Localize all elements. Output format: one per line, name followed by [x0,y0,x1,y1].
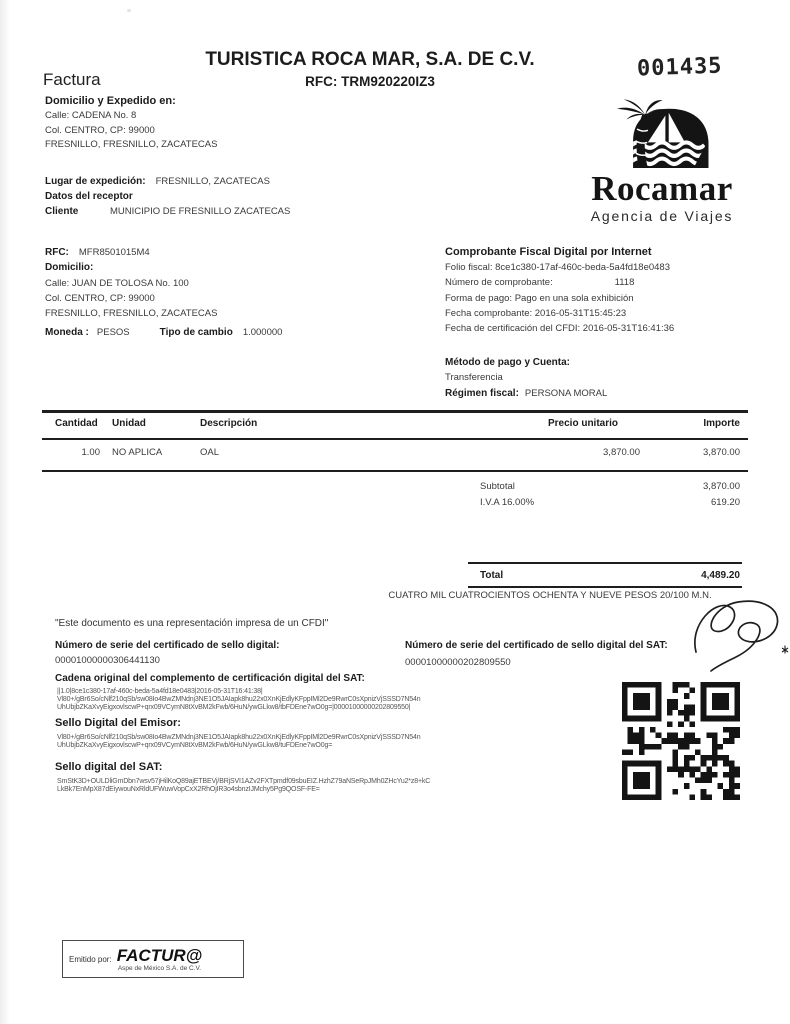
forma-pago: Forma de pago: Pago en una sola exhibición [445,292,634,304]
serie-sat-label: Número de serie del certificado de sello digital del SAT: [405,640,668,651]
rocamar-tagline: Agencia de Viajes [590,208,734,224]
col-header-precio: Precio unitario [547,418,618,429]
fecha-certificacion: Fecha de certificación del CFDI: 2016-05-31T16:41:36 [445,323,675,335]
sello-emisor-label: Sello Digital del Emisor: [55,717,181,729]
total-top-rule [468,562,742,564]
tipo-cambio-label: Tipo de cambio [159,327,233,338]
cell-precio: 3,870.00 [603,447,640,458]
scan-artifact [127,9,131,12]
lugar-expedicion-label: Lugar de expedición: [45,176,146,187]
cfdi-block [445,246,785,336]
company-title: TURISTICA ROCA MAR, S.A. DE C.V. [205,49,535,70]
rocamar-logo [572,98,752,224]
cadena-original-text: ||1.0|8ce1c380-17af-460c-beda-5a4fd18e0483|2016-05-31T16:41:38| Vl80+/gBr6So/cNlf210qSb/sw08Io4BwZMNdnj3NE1O5JAIapk8hu22x0XnKjEdlyKFppIMl2De9RwrC0sXpnizVjSSSD7N54n UhUbjbZKaXvyEigxovlscwP+qrx09VCymN8tXvBM2kFwb/6HuN/ywGLkw8/tbFDEne7wO0g=|00001000000202809550| [57,688,421,711]
serie-emisor-value: 00001000000306441130 [55,655,160,666]
metodo-pago-block [445,355,607,401]
iva-value: 619.20 [710,497,740,508]
col-header-importe: Importe [703,418,740,429]
tipo-cambio-value: 1.000000 [242,327,283,338]
metodo-pago-title: Método de pago y Cuenta: [445,357,570,368]
moneda-value: PESOS [96,327,130,338]
datos-receptor-title: Datos del receptor [45,191,133,202]
table-bottom-rule [42,470,748,472]
sello-sat-label: Sello digital del SAT: [55,761,163,773]
metodo-pago-value: Transferencia [445,372,503,384]
cfdi-title: Comprobante Fiscal Digital por Internet [445,246,652,258]
table-header-rule [42,438,748,440]
sello-emisor-text: Vl80+/gBr6So/cNlf210qSb/sw08Io4BwZMNdnj3NE1O5JAIapk8hu22x0XnKjEdlyKFppIMl2De9RwrC0sXpnizVjSSSD7N54n UhUbjbZKaXvyEigxovlscwP+qrx09VCymN8tXvBM2kFwb/6HuN/ywGLkw8/tuFDEne7wO0g= [57,734,421,749]
cliente-value: MUNICIPIO DE FRESNILLO ZACATECAS [110,206,291,217]
receptor-head-block [45,176,290,217]
sello-sat-text: SmStK3D+OULDliGmDbn7wsv57jHilKoQ89ajETBEVj/BRjSVI1AZv2FXTpmdf09sbuEIZ.HzhZ79aNSeRpJMh0ZHcYu2*z8+kC LkBk7EnMpX87dEiywouNxRldUFWuwVopCxX2RhOjIR3o4sbnzIJMchy5Pg9QOSF-FE= [57,778,431,793]
rocamar-wordmark: Rocamar [591,169,733,208]
receptor-domicilio-label: Domicilio: [45,262,94,274]
currency-row [45,327,282,338]
company-rfc: RFC: TRM920220IZ3 [305,74,435,89]
total-bottom-rule [468,586,742,588]
regimen-label: Régimen fiscal: [445,387,519,399]
sat-qr-code [622,682,740,800]
signature-icon [686,592,790,679]
serie-emisor-label: Número de serie del certificado de sello digital: [55,640,280,651]
fecha-comprobante: Fecha comprobante: 2016-05-31T15:45:23 [445,307,627,319]
iva-label: I.V.A 16.00% [480,497,535,508]
folio-number: 001435 [636,53,723,82]
cliente-label: Cliente [45,206,79,217]
cfdi-notice: "Este documento es una representación impresa de un CFDI" [55,618,329,629]
table-top-rule [42,410,748,413]
cell-cantidad: 1.00 [81,447,100,458]
emitido-por-label: Emitido por: [69,954,112,964]
amount-in-words: CUATRO MIL CUATROCIENTOS OCHENTA Y NUEVE PESOS 20/100 M.N. [388,590,712,601]
emitter-stamp [62,940,244,978]
emisor-ciudad: FRESNILLO, FRESNILLO, ZACATECAS [45,139,218,150]
doc-type-title: Factura [43,70,101,89]
cadena-original-label: Cadena original del complemento de certificación digital del SAT: [55,673,365,684]
subtotal-value: 3,870.00 [703,481,740,492]
col-header-unidad: Unidad [112,418,146,429]
emisor-calle: Calle: CADENA No. 8 [45,110,137,121]
factur-logo: FACTUR@ [116,946,203,965]
subtotal-label: Subtotal [480,481,515,492]
regimen-value: PERSONA MORAL [524,387,608,399]
receptor-address-block [45,245,217,321]
receptor-rfc-label: RFC: [45,247,69,258]
receptor-ciudad: FRESNILLO, FRESNILLO, ZACATECAS [45,308,218,320]
col-header-cantidad: Cantidad [55,418,98,429]
emisor-domicilio-title: Domicilio y Expedido en: [45,95,176,107]
receptor-rfc-value: MFR8501015M4 [78,247,150,258]
lugar-expedicion-value: FRESNILLO, ZACATECAS [155,176,270,187]
rocamar-emblem-icon [586,98,738,168]
moneda-label: Moneda : [45,327,89,338]
num-comprobante-value: 1118 [614,277,635,289]
total-value: 4,489.20 [701,570,740,581]
receptor-calle: Calle: JUAN DE TOLOSA No. 100 [45,277,189,289]
folio-fiscal: Folio fiscal: 8ce1c380-17af-460c-beda-5a4fd18e0483 [445,262,670,273]
cell-unidad: NO APLICA [112,447,163,458]
emisor-address-block [45,95,217,153]
num-comprobante-label: Número de comprobante: [445,277,553,289]
total-label: Total [480,570,504,581]
serie-sat-value: 00001000000202809550 [405,657,511,668]
cell-descripcion: OAL [200,447,220,458]
cell-importe: 3,870.00 [703,447,740,458]
col-header-descripcion: Descripción [200,418,258,429]
factur-sub: Aspe de México S.A. de C.V. [117,965,202,972]
receptor-col: Col. CENTRO, CP: 99000 [45,292,155,304]
emisor-col: Col. CENTRO, CP: 99000 [45,124,155,136]
